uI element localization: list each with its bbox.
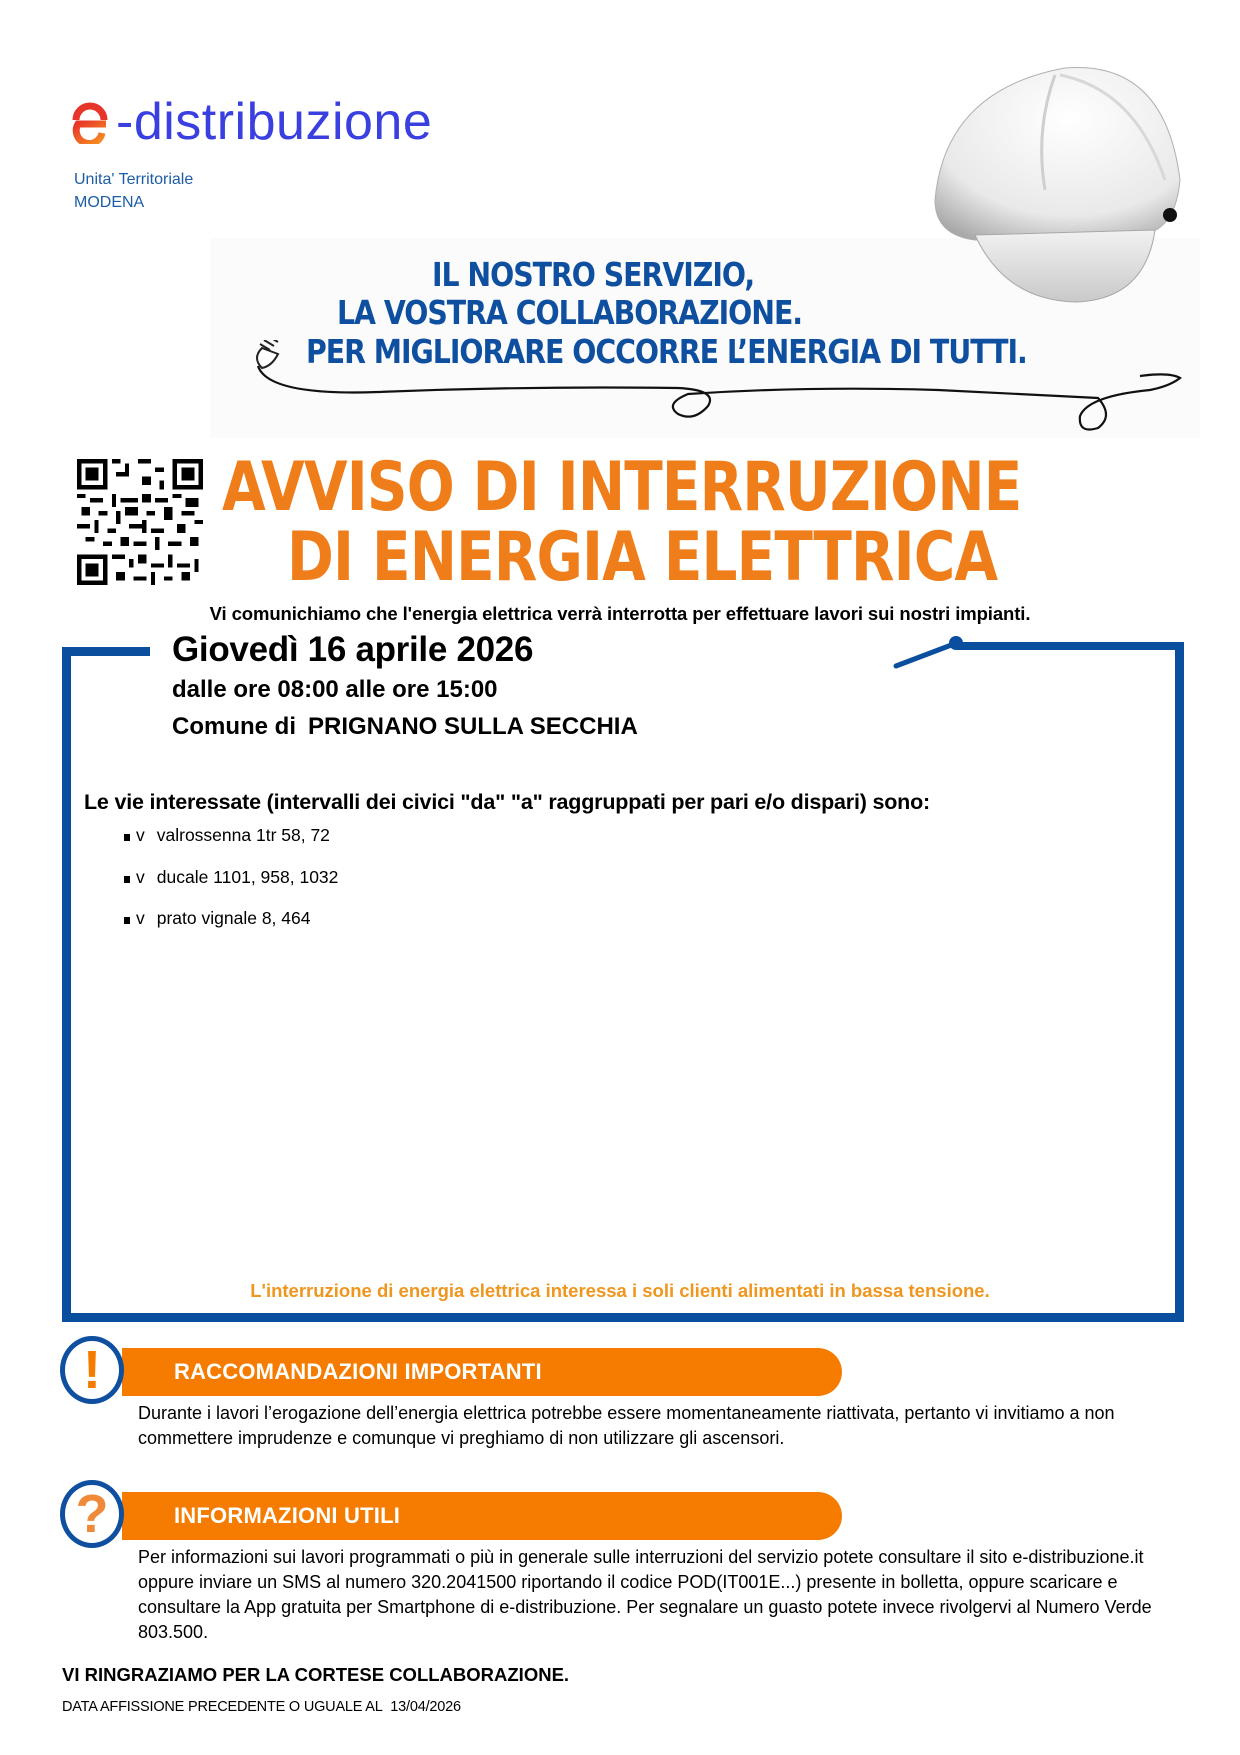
streets-heading: Le vie interessate (intervalli dei civici "da" "a" raggruppati per pari e/o dispari) sono:: [84, 790, 930, 814]
slogan-line-3: PER MIGLIORARE OCCORRE L’ENERGIA DI TUTTI.: [306, 332, 1027, 371]
comune-label: Comune di: [172, 713, 296, 740]
unit-label: Unita' Territoriale: [74, 171, 194, 188]
street-item: [124, 908, 338, 950]
frame-border-top-left: [62, 647, 150, 656]
useful-info-header: [60, 1480, 780, 1548]
qr-code[interactable]: [77, 459, 203, 585]
street-text: prato vignale 8, 464: [156, 908, 311, 928]
frame-border-top-right: [962, 642, 1184, 650]
notice-title-line-2: DI ENERGIA ELETTRICA: [287, 518, 998, 597]
bullet-icon: [124, 834, 130, 841]
frame-border-right: [1175, 642, 1184, 1322]
posting-date-label: DATA AFFISSIONE PRECEDENTE O UGUALE AL: [62, 1699, 383, 1715]
frame-border-bottom: [62, 1313, 1184, 1322]
street-text: ducale 1101, 958, 1032: [156, 866, 339, 887]
recommendations-header: [60, 1336, 780, 1404]
power-cable-plug-icon: [240, 340, 1200, 440]
slogan-line-2: LA VOSTRA COLLABORAZIONE.: [337, 293, 803, 332]
recommendations-title: RACCOMANDAZIONI IMPORTANTI: [174, 1359, 542, 1384]
recommendations-text: Durante i lavori l’erogazione dell’energia elettrica potrebbe essere momentaneamente riattivata, pertanto vi invitiamo a non commettere imprudenze e comunque vi preghiamo di non utilizzare gli ascensori.: [138, 1403, 1115, 1448]
street-item: [124, 867, 338, 909]
exclamation-icon: !: [60, 1336, 124, 1404]
slogan-line-1: IL NOSTRO SERVIZIO,: [432, 255, 755, 294]
posting-date: [62, 1699, 461, 1715]
logo-text: -distribuzione: [116, 93, 433, 151]
posting-date-value: 13/04/2026: [390, 1699, 461, 1715]
frame-border-left: [62, 647, 71, 1322]
unit-city: MODENA: [74, 194, 145, 211]
thanks-message: VI RINGRAZIAMO PER LA CORTESE COLLABORAZIONE.: [62, 1664, 570, 1685]
low-voltage-note: L'interruzione di energia elettrica interessa i soli clienti alimentati in bassa tensione.: [250, 1280, 990, 1301]
question-mark-icon: ?: [60, 1480, 124, 1548]
e-distribuzione-logo: [68, 93, 433, 151]
bullet-icon: [124, 876, 130, 883]
streets-list: [124, 825, 338, 950]
useful-info-text: Per informazioni sui lavori programmati o più in generale sulle interruzioni del servizio potete consultare il sito e-distribuzione.it oppure inviare un SMS al numero 320.2041500 riportando il codice POD(IT001E...) presente in bolletta, oppure scaricare e consultare la App gratuita per Smartphone di e-distribuzione. Per segnalare un guasto potete invece rivolgervi al Numero Verde 803.500.: [138, 1547, 1152, 1642]
interruption-municipality: [172, 713, 638, 741]
interruption-hours: dalle ore 08:00 alle ore 15:00: [172, 676, 498, 703]
street-text: valrossenna 1tr 58, 72: [156, 825, 330, 845]
street-prefix: v: [136, 908, 145, 928]
territorial-unit: [74, 168, 193, 214]
bullet-icon: [124, 917, 130, 924]
street-prefix: v: [136, 825, 145, 845]
safety-helmet-image: [915, 30, 1195, 320]
comune-name: PRIGNANO SULLA SECCHIA: [308, 713, 638, 740]
e-logo-icon: [68, 100, 112, 144]
open-switch-icon: [890, 630, 970, 670]
street-prefix: v: [136, 866, 145, 887]
useful-info-title: INFORMAZIONI UTILI: [174, 1503, 401, 1528]
street-item: [124, 825, 338, 867]
notice-intro: Vi comunichiamo che l'energia elettrica verrà interrotta per effettuare lavori sui nostri impianti.: [209, 603, 1031, 624]
notice-title-line-1: AVVISO DI INTERRUZIONE: [222, 448, 1022, 527]
interruption-date: Giovedì 16 aprile 2026: [172, 630, 534, 669]
